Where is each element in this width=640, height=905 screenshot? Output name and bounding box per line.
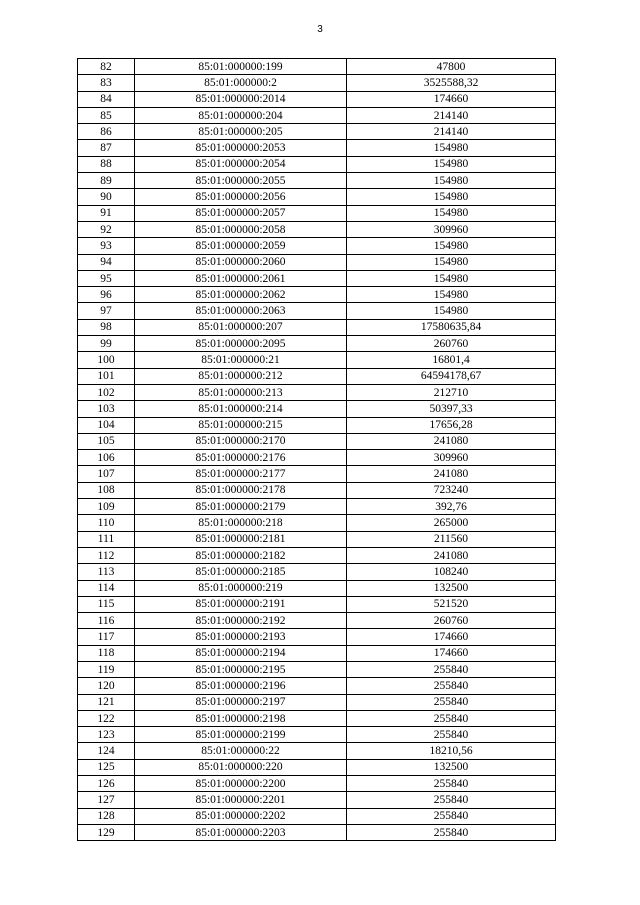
value-cell: 260760	[347, 336, 556, 352]
value-cell: 241080	[347, 466, 556, 482]
row-number-cell: 98	[78, 319, 135, 335]
row-number-cell: 101	[78, 368, 135, 384]
table-row	[78, 417, 556, 433]
row-number-cell: 84	[78, 91, 135, 107]
value-cell: 132500	[347, 759, 556, 775]
row-number-cell: 107	[78, 466, 135, 482]
row-number-cell: 92	[78, 221, 135, 237]
table-row	[78, 547, 556, 563]
cadastral-number-cell: 85:01:000000:2193	[135, 629, 347, 645]
value-cell: 255840	[347, 792, 556, 808]
table-row	[78, 450, 556, 466]
row-number-cell: 102	[78, 384, 135, 400]
value-cell: 154980	[347, 205, 556, 221]
cadastral-number-cell: 85:01:000000:2054	[135, 156, 347, 172]
table-row	[78, 75, 556, 91]
table-row	[78, 759, 556, 775]
value-cell: 16801,4	[347, 352, 556, 368]
cadastral-number-cell: 85:01:000000:214	[135, 401, 347, 417]
value-cell: 174660	[347, 645, 556, 661]
row-number-cell: 110	[78, 515, 135, 531]
table-row	[78, 824, 556, 840]
cadastral-number-cell: 85:01:000000:204	[135, 107, 347, 123]
row-number-cell: 117	[78, 629, 135, 645]
value-cell: 108240	[347, 564, 556, 580]
cadastral-number-cell: 85:01:000000:2179	[135, 499, 347, 515]
table-row	[78, 173, 556, 189]
row-number-cell: 109	[78, 499, 135, 515]
table-row	[78, 287, 556, 303]
value-cell: 309960	[347, 221, 556, 237]
cadastral-number-cell: 85:01:000000:2060	[135, 254, 347, 270]
table-row	[78, 303, 556, 319]
table-row	[78, 694, 556, 710]
cadastral-number-cell: 85:01:000000:2195	[135, 661, 347, 677]
table-row	[78, 336, 556, 352]
row-number-cell: 113	[78, 564, 135, 580]
value-cell: 211560	[347, 531, 556, 547]
value-cell: 132500	[347, 580, 556, 596]
table-row	[78, 238, 556, 254]
value-cell: 17580635,84	[347, 319, 556, 335]
value-cell: 154980	[347, 270, 556, 286]
cadastral-number-cell: 85:01:000000:2055	[135, 173, 347, 189]
value-cell: 154980	[347, 173, 556, 189]
row-number-cell: 89	[78, 173, 135, 189]
value-cell: 174660	[347, 91, 556, 107]
row-number-cell: 96	[78, 287, 135, 303]
cadastral-number-cell: 85:01:000000:199	[135, 59, 347, 75]
value-cell: 309960	[347, 450, 556, 466]
value-cell: 260760	[347, 613, 556, 629]
row-number-cell: 115	[78, 596, 135, 612]
value-cell: 255840	[347, 710, 556, 726]
table-row	[78, 59, 556, 75]
row-number-cell: 82	[78, 59, 135, 75]
row-number-cell: 124	[78, 743, 135, 759]
value-cell: 154980	[347, 254, 556, 270]
cadastral-number-cell: 85:01:000000:2014	[135, 91, 347, 107]
table-row	[78, 124, 556, 140]
value-cell: 241080	[347, 547, 556, 563]
cadastral-number-cell: 85:01:000000:2062	[135, 287, 347, 303]
page-number: 3	[317, 24, 323, 35]
table-row	[78, 710, 556, 726]
table-row	[78, 482, 556, 498]
value-cell: 255840	[347, 808, 556, 824]
cadastral-number-cell: 85:01:000000:2185	[135, 564, 347, 580]
row-number-cell: 116	[78, 613, 135, 629]
row-number-cell: 88	[78, 156, 135, 172]
row-number-cell: 114	[78, 580, 135, 596]
table-row	[78, 564, 556, 580]
row-number-cell: 99	[78, 336, 135, 352]
value-cell: 18210,56	[347, 743, 556, 759]
table-row	[78, 156, 556, 172]
cadastral-number-cell: 85:01:000000:22	[135, 743, 347, 759]
table-row	[78, 401, 556, 417]
cadastral-number-cell: 85:01:000000:2194	[135, 645, 347, 661]
table-row	[78, 189, 556, 205]
table-row	[78, 661, 556, 677]
cadastral-number-cell: 85:01:000000:215	[135, 417, 347, 433]
row-number-cell: 93	[78, 238, 135, 254]
table-row	[78, 433, 556, 449]
value-cell: 723240	[347, 482, 556, 498]
row-number-cell: 106	[78, 450, 135, 466]
value-cell: 255840	[347, 694, 556, 710]
cadastral-number-cell: 85:01:000000:205	[135, 124, 347, 140]
table-row	[78, 107, 556, 123]
table-row	[78, 319, 556, 335]
row-number-cell: 86	[78, 124, 135, 140]
cadastral-number-cell: 85:01:000000:219	[135, 580, 347, 596]
value-cell: 255840	[347, 776, 556, 792]
value-cell: 154980	[347, 189, 556, 205]
cadastral-number-cell: 85:01:000000:2059	[135, 238, 347, 254]
row-number-cell: 108	[78, 482, 135, 498]
table-row	[78, 629, 556, 645]
cadastral-number-cell: 85:01:000000:2063	[135, 303, 347, 319]
cadastral-number-cell: 85:01:000000:2192	[135, 613, 347, 629]
row-number-cell: 97	[78, 303, 135, 319]
cadastral-number-cell: 85:01:000000:212	[135, 368, 347, 384]
cadastral-number-cell: 85:01:000000:2056	[135, 189, 347, 205]
value-cell: 255840	[347, 727, 556, 743]
value-cell: 265000	[347, 515, 556, 531]
table-row	[78, 776, 556, 792]
row-number-cell: 85	[78, 107, 135, 123]
table-row	[78, 808, 556, 824]
row-number-cell: 87	[78, 140, 135, 156]
value-cell: 255840	[347, 678, 556, 694]
row-number-cell: 119	[78, 661, 135, 677]
cadastral-number-cell: 85:01:000000:2200	[135, 776, 347, 792]
row-number-cell: 118	[78, 645, 135, 661]
table-row	[78, 221, 556, 237]
cadastral-number-cell: 85:01:000000:2202	[135, 808, 347, 824]
row-number-cell: 120	[78, 678, 135, 694]
cadastral-number-cell: 85:01:000000:2197	[135, 694, 347, 710]
table-row	[78, 727, 556, 743]
row-number-cell: 104	[78, 417, 135, 433]
row-number-cell: 95	[78, 270, 135, 286]
table-row	[78, 205, 556, 221]
row-number-cell: 126	[78, 776, 135, 792]
table-row	[78, 368, 556, 384]
table-row	[78, 531, 556, 547]
value-cell: 174660	[347, 629, 556, 645]
cadastral-number-cell: 85:01:000000:218	[135, 515, 347, 531]
row-number-cell: 100	[78, 352, 135, 368]
value-cell: 255840	[347, 661, 556, 677]
value-cell: 214140	[347, 124, 556, 140]
cadastral-number-cell: 85:01:000000:2053	[135, 140, 347, 156]
value-cell: 214140	[347, 107, 556, 123]
value-cell: 154980	[347, 287, 556, 303]
row-number-cell: 90	[78, 189, 135, 205]
table-row	[78, 91, 556, 107]
table-row	[78, 515, 556, 531]
row-number-cell: 91	[78, 205, 135, 221]
row-number-cell: 112	[78, 547, 135, 563]
table-row	[78, 140, 556, 156]
value-cell: 64594178,67	[347, 368, 556, 384]
cadastral-number-cell: 85:01:000000:213	[135, 384, 347, 400]
value-cell: 154980	[347, 238, 556, 254]
cadastral-number-cell: 85:01:000000:2178	[135, 482, 347, 498]
row-number-cell: 127	[78, 792, 135, 808]
cadastral-number-cell: 85:01:000000:2196	[135, 678, 347, 694]
table-row	[78, 270, 556, 286]
table-row	[78, 384, 556, 400]
cadastral-number-cell: 85:01:000000:2170	[135, 433, 347, 449]
value-cell: 3525588,32	[347, 75, 556, 91]
cadastral-value-table	[77, 58, 556, 841]
table-row	[78, 499, 556, 515]
row-number-cell: 128	[78, 808, 135, 824]
cadastral-number-cell: 85:01:000000:2201	[135, 792, 347, 808]
value-cell: 392,76	[347, 499, 556, 515]
table-row	[78, 580, 556, 596]
row-number-cell: 103	[78, 401, 135, 417]
value-cell: 255840	[347, 824, 556, 840]
table-row	[78, 613, 556, 629]
cadastral-number-cell: 85:01:000000:2181	[135, 531, 347, 547]
row-number-cell: 121	[78, 694, 135, 710]
table-row	[78, 645, 556, 661]
cadastral-number-cell: 85:01:000000:220	[135, 759, 347, 775]
value-cell: 47800	[347, 59, 556, 75]
cadastral-number-cell: 85:01:000000:2176	[135, 450, 347, 466]
value-cell: 154980	[347, 303, 556, 319]
cadastral-number-cell: 85:01:000000:207	[135, 319, 347, 335]
row-number-cell: 83	[78, 75, 135, 91]
table-row	[78, 792, 556, 808]
cadastral-number-cell: 85:01:000000:2	[135, 75, 347, 91]
row-number-cell: 122	[78, 710, 135, 726]
cadastral-number-cell: 85:01:000000:2198	[135, 710, 347, 726]
table-row	[78, 743, 556, 759]
table-body	[78, 59, 556, 841]
row-number-cell: 125	[78, 759, 135, 775]
cadastral-number-cell: 85:01:000000:2057	[135, 205, 347, 221]
value-cell: 241080	[347, 433, 556, 449]
table-row	[78, 678, 556, 694]
value-cell: 212710	[347, 384, 556, 400]
row-number-cell: 94	[78, 254, 135, 270]
cadastral-number-cell: 85:01:000000:2199	[135, 727, 347, 743]
table-row	[78, 254, 556, 270]
cadastral-number-cell: 85:01:000000:2182	[135, 547, 347, 563]
cadastral-number-cell: 85:01:000000:2191	[135, 596, 347, 612]
cadastral-number-cell: 85:01:000000:2058	[135, 221, 347, 237]
cadastral-number-cell: 85:01:000000:2177	[135, 466, 347, 482]
row-number-cell: 123	[78, 727, 135, 743]
value-cell: 521520	[347, 596, 556, 612]
cadastral-number-cell: 85:01:000000:2203	[135, 824, 347, 840]
table-row	[78, 596, 556, 612]
value-cell: 154980	[347, 156, 556, 172]
value-cell: 17656,28	[347, 417, 556, 433]
row-number-cell: 129	[78, 824, 135, 840]
row-number-cell: 111	[78, 531, 135, 547]
row-number-cell: 105	[78, 433, 135, 449]
cadastral-number-cell: 85:01:000000:2061	[135, 270, 347, 286]
value-cell: 50397,33	[347, 401, 556, 417]
table-row	[78, 352, 556, 368]
cadastral-number-cell: 85:01:000000:21	[135, 352, 347, 368]
cadastral-number-cell: 85:01:000000:2095	[135, 336, 347, 352]
value-cell: 154980	[347, 140, 556, 156]
table-row	[78, 466, 556, 482]
